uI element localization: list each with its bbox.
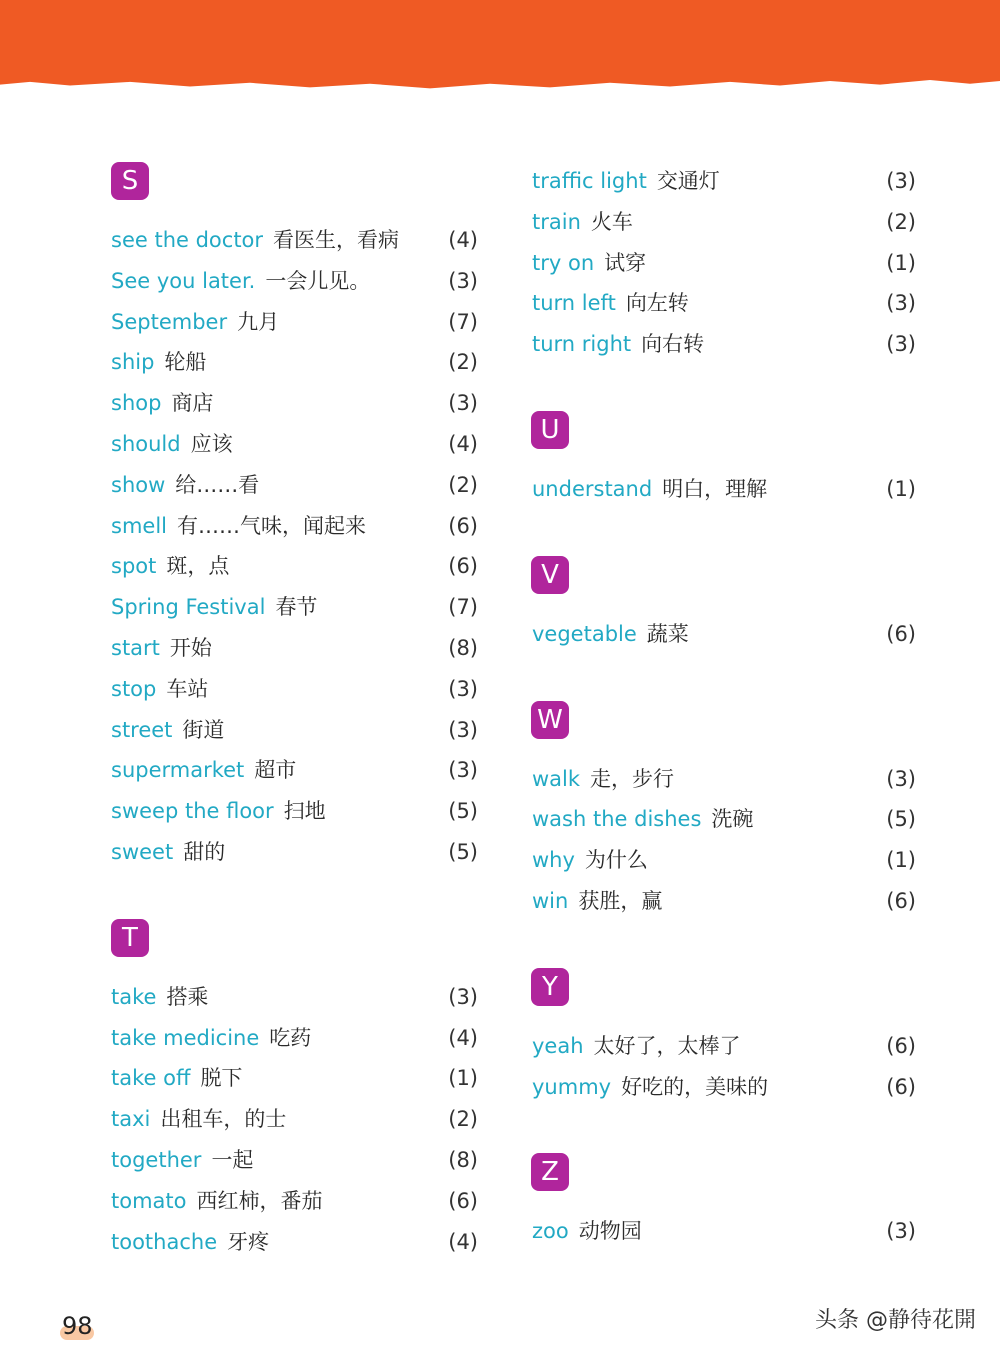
vocab-entry	[532, 328, 704, 360]
vocab-meaning: 甜的	[183, 840, 226, 864]
vocab-word: sweet	[111, 840, 174, 864]
vocab-word: show	[111, 472, 166, 497]
vocab-meaning: 为什么	[584, 848, 648, 873]
vocab-word: take medicine	[111, 1025, 260, 1050]
vocab-unit-number: (3)	[448, 984, 478, 1009]
vocab-unit-number: (5)	[886, 807, 916, 832]
vocab-unit-number: (6)	[448, 1188, 478, 1213]
vocab-word: train	[532, 209, 581, 234]
vocab-unit-number: (4)	[448, 228, 478, 252]
vocab-entry	[532, 763, 674, 795]
vocab-word: sweep the floor	[111, 799, 274, 824]
vocab-meaning: 好吃的，美味的	[621, 1074, 769, 1099]
vocab-meaning: 搭乘	[166, 984, 209, 1009]
vocab-meaning: 蔬菜	[646, 621, 689, 646]
vocab-meaning: 开始	[169, 636, 212, 660]
vocab-unit-number: (3)	[886, 169, 916, 193]
vocab-unit-number: (8)	[448, 636, 478, 660]
vocab-meaning: 给……看	[175, 472, 260, 497]
vocab-word: toothache	[111, 1229, 218, 1254]
vocab-entry	[532, 844, 648, 876]
vocab-unit-number: (3)	[448, 391, 478, 416]
vocab-unit-number: (3)	[886, 291, 916, 316]
vocab-meaning: 九月	[237, 309, 280, 334]
vocab-meaning: 太好了，太棒了	[593, 1033, 741, 1058]
vocab-word: September	[111, 309, 228, 334]
vocab-unit-number: (1)	[886, 477, 916, 501]
vocab-meaning: 走，步行	[590, 766, 675, 791]
vocab-unit-number: (2)	[448, 1107, 478, 1132]
vocab-word: smell	[111, 513, 167, 538]
vocab-meaning: 看医生，看病	[273, 228, 400, 252]
section-letter-badge: Z	[531, 1153, 569, 1191]
vocab-word: supermarket	[111, 758, 245, 783]
vocab-entry	[532, 247, 646, 279]
vocab-meaning: 轮船	[164, 350, 207, 375]
vocab-entry	[532, 206, 633, 238]
vocab-unit-number: (6)	[448, 554, 478, 579]
vocab-meaning: 交通灯	[656, 169, 720, 193]
vocab-meaning: 春节	[275, 595, 318, 620]
section-letter-badge: V	[531, 556, 569, 594]
vocab-word: take	[111, 984, 157, 1009]
vocab-entry	[532, 618, 689, 650]
vocab-word: spot	[111, 554, 157, 579]
vocab-word: wash the dishes	[532, 807, 702, 832]
vocab-meaning: 一起	[211, 1148, 254, 1172]
vocab-word: vegetable	[532, 621, 637, 646]
vocab-meaning: 商店	[171, 391, 214, 416]
vocab-unit-number: (3)	[448, 758, 478, 783]
vocab-unit-number: (3)	[886, 332, 916, 357]
vocab-word: yeah	[532, 1033, 584, 1058]
vocab-unit-number: (2)	[886, 209, 916, 234]
vocab-meaning: 火车	[590, 209, 633, 234]
vocab-word: together	[111, 1148, 202, 1172]
vocab-meaning: 一会儿见。	[265, 268, 371, 293]
vocab-meaning: 洗碗	[711, 807, 754, 832]
vocab-unit-number: (4)	[448, 1229, 478, 1254]
vocab-meaning: 街道	[182, 717, 225, 742]
vocab-meaning: 脱下	[200, 1066, 243, 1091]
vocab-word: should	[111, 432, 181, 456]
vocab-entry	[532, 803, 753, 835]
vocab-word: zoo	[532, 1219, 569, 1244]
vocab-unit-number: (1)	[886, 250, 916, 275]
vocab-word: Spring Festival	[111, 595, 266, 620]
vocab-meaning: 扫地	[283, 799, 326, 824]
vocab-unit-number: (5)	[448, 840, 478, 864]
vocab-meaning: 动物园	[578, 1219, 642, 1244]
vocab-unit-number: (3)	[886, 766, 916, 791]
vocab-unit-number: (1)	[448, 1066, 478, 1091]
vocab-word: walk	[532, 766, 581, 791]
vocab-entry	[532, 165, 720, 197]
vocab-word: tomato	[111, 1188, 187, 1213]
vocab-unit-number: (6)	[886, 889, 916, 913]
vocab-word: yummy	[532, 1074, 612, 1099]
vocab-unit-number: (6)	[886, 621, 916, 646]
vocab-unit-number: (3)	[886, 1219, 916, 1244]
vocab-unit-number: (3)	[448, 676, 478, 701]
vocab-entry	[532, 885, 662, 917]
vocab-unit-number: (3)	[448, 268, 478, 293]
vocab-word: See you later.	[111, 268, 256, 293]
vocab-meaning: 试穿	[604, 250, 647, 275]
vocab-unit-number: (4)	[448, 1025, 478, 1050]
vocab-word: ship	[111, 350, 155, 375]
vocab-meaning: 斑，点	[166, 554, 230, 579]
vocab-unit-number: (7)	[448, 595, 478, 620]
vocab-word: shop	[111, 391, 162, 416]
vocab-unit-number: (7)	[448, 309, 478, 334]
watermark-text: 头条 @静待花開	[815, 1308, 976, 1333]
section-letter-badge: U	[531, 411, 569, 449]
vocab-word: street	[111, 717, 173, 742]
vocab-meaning: 车站	[166, 676, 209, 701]
section-letter-badge: W	[531, 701, 569, 739]
vocab-entry	[532, 1030, 741, 1062]
vocab-word: turn right	[532, 332, 632, 357]
vocab-entry	[532, 1215, 642, 1247]
vocab-entry	[532, 1071, 768, 1103]
vocab-meaning: 向右转	[641, 332, 705, 357]
vocab-word: try on	[532, 250, 595, 275]
vocab-word: taxi	[111, 1107, 151, 1132]
vocab-word: why	[532, 848, 575, 873]
page-number: 98	[62, 1312, 93, 1340]
vocab-meaning: 牙疼	[227, 1229, 270, 1254]
section-letter-badge: T	[111, 919, 149, 957]
vocab-meaning: 应该	[190, 432, 233, 456]
vocab-word: stop	[111, 676, 157, 701]
vocab-meaning: 出租车，的士	[160, 1107, 287, 1132]
vocab-unit-number: (2)	[448, 350, 478, 375]
vocab-word: understand	[532, 477, 653, 501]
vocab-meaning: 向左转	[625, 291, 689, 316]
vocab-word: start	[111, 636, 160, 660]
vocab-word: traffic light	[532, 169, 647, 193]
vocab-meaning: 明白，理解	[662, 477, 768, 501]
vocab-unit-number: (2)	[448, 472, 478, 497]
vocab-unit-number: (6)	[448, 513, 478, 538]
vocab-meaning: 吃药	[269, 1025, 312, 1050]
vocab-entry	[532, 473, 767, 505]
section-letter-badge: S	[111, 162, 149, 200]
section-letter-badge: Y	[531, 968, 569, 1006]
vocab-unit-number: (6)	[886, 1033, 916, 1058]
vocab-unit-number: (5)	[448, 799, 478, 824]
vocab-entry	[532, 287, 689, 319]
vocab-word: take off	[111, 1066, 191, 1091]
vocab-word: turn left	[532, 291, 616, 316]
vocab-unit-number: (3)	[448, 717, 478, 742]
vocab-unit-number: (8)	[448, 1148, 478, 1172]
vocab-meaning: 超市	[254, 758, 297, 783]
vocab-unit-number: (6)	[886, 1074, 916, 1099]
vocab-unit-number: (1)	[886, 848, 916, 873]
vocab-meaning: 获胜，赢	[578, 889, 663, 913]
vocab-meaning: 西红柿，番茄	[196, 1188, 323, 1213]
vocab-unit-number: (4)	[448, 432, 478, 456]
vocab-meaning: 有……气味，闻起来	[177, 513, 366, 538]
vocab-word: see the doctor	[111, 228, 264, 252]
vocab-word: win	[532, 889, 569, 913]
